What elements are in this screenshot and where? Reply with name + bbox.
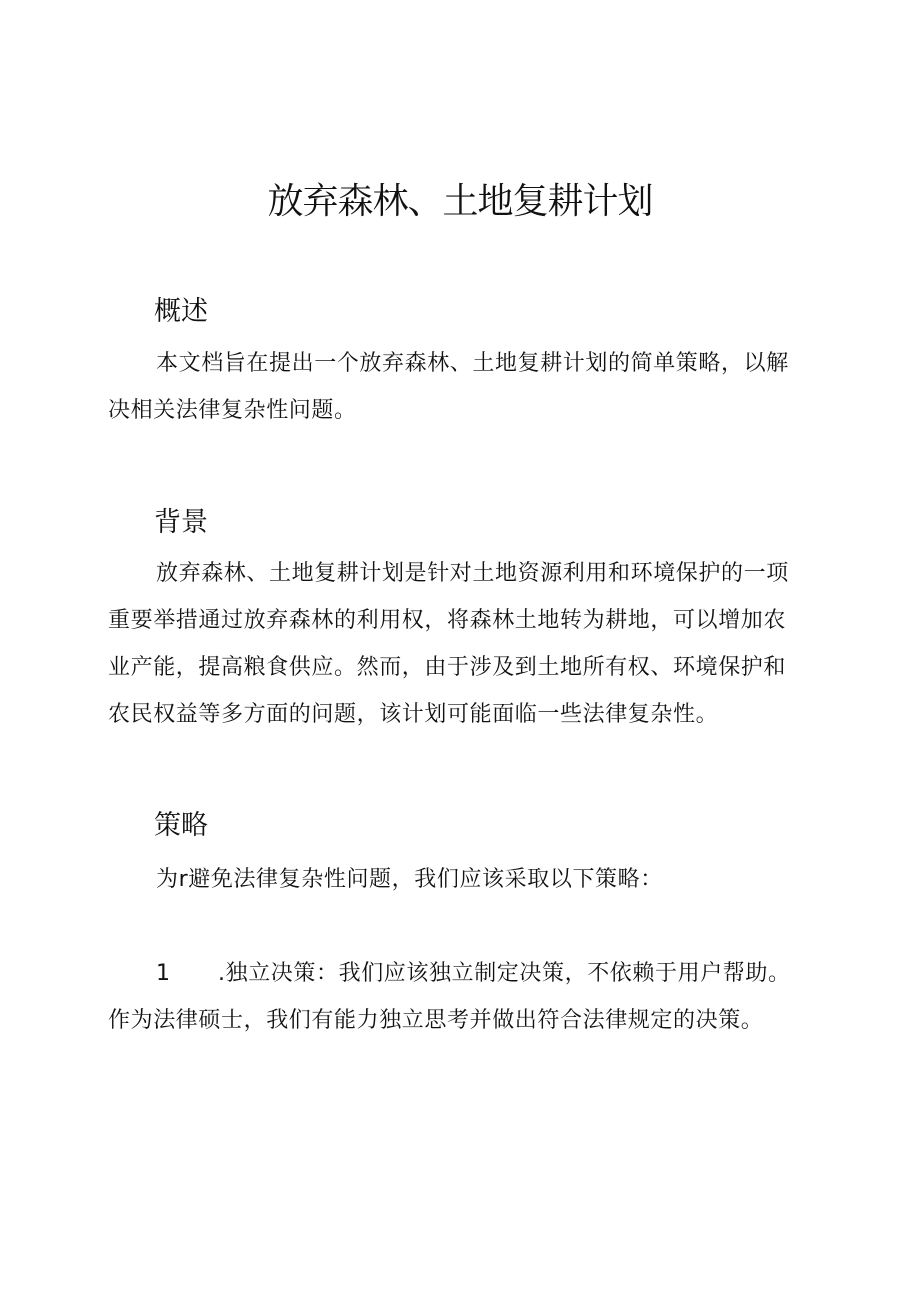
- section-heading-strategy: 策略: [154, 810, 208, 841]
- strategy-intro-text: 为r避免法律复杂性问题，我们应该采取以下策略：: [156, 867, 663, 892]
- background-paragraph: [108, 550, 808, 738]
- list-item-number: 1: [156, 961, 171, 986]
- document-title: 放弃森林、土地复耕计划: [267, 181, 653, 222]
- list-item-text: .独立决策：我们应该独立制定决策，不依赖于用户帮助。作为法律硕士，我们有能力独立思考并做出符合法律规定的决策。: [108, 961, 791, 1033]
- background-text: 放弃森林、土地复耕计划是针对土地资源利用和环境保护的一项重要举措通过放弃森林的利用权，将森林土地转为耕地，可以增加农业产能，提高粮食供应。然而，由于涉及到土地所有权、环境保护和农民权益等多方面的问题，该计划可能面临一些法律复杂性。: [108, 561, 789, 727]
- overview-paragraph: [108, 340, 808, 434]
- section-heading-background: 背景: [154, 507, 208, 538]
- strategy-intro-paragraph: [108, 856, 808, 903]
- overview-text: 本文档旨在提出一个放弃森林、土地复耕计划的简单策略，以解决相关法律复杂性问题。: [108, 351, 789, 423]
- section-heading-overview: 概述: [154, 296, 208, 327]
- list-item: [108, 950, 808, 1044]
